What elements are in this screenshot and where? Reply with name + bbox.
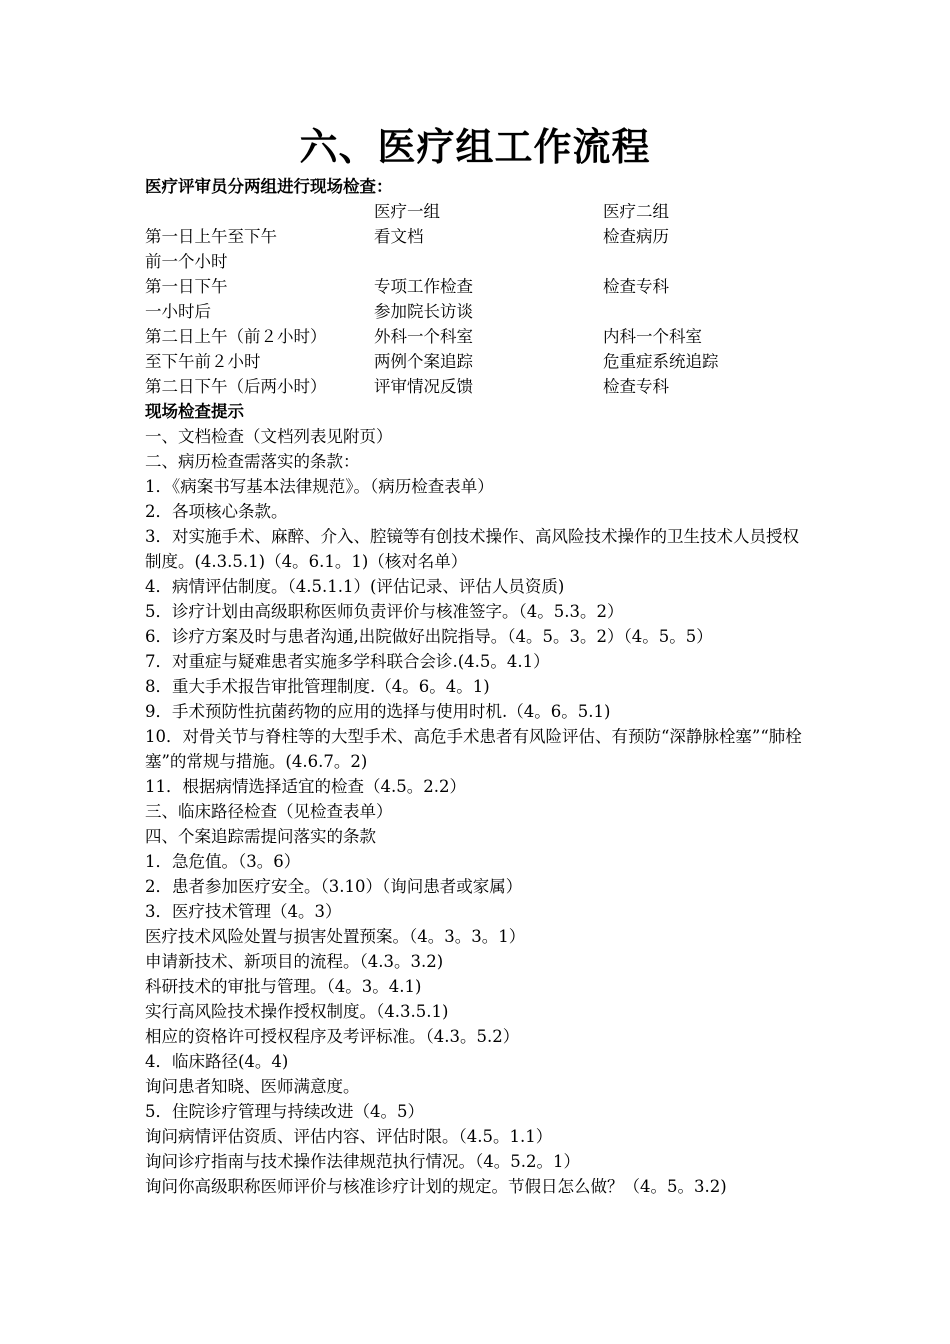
- list-item: 9．手术预防性抗菌药物的应用的选择与使用时机.（4。6。5.1): [145, 702, 611, 721]
- list-item: 8．重大手术报告审批管理制度.（4。6。4。1): [145, 677, 490, 696]
- list-item: 相应的资格许可授权程序及考评标准。（4.3。5.2）: [145, 1027, 520, 1046]
- list-item: 3．医疗技术管理（4。3）: [145, 902, 342, 921]
- list-item: 6．诊疗方案及时与患者沟通,出院做好出院指导。（4。5。3。2）（4。5。5）: [145, 627, 713, 646]
- list-item: 2．患者参加医疗安全。（3.10）（询问患者或家属）: [145, 877, 523, 896]
- schedule-row: [145, 299, 810, 324]
- list-item: 医疗技术风险处置与损害处置预案。（4。3。3。1）: [145, 927, 526, 946]
- schedule-time: 第二日上午（前２小时）: [145, 327, 327, 346]
- schedule-group1-task: 专项工作检查: [374, 277, 473, 296]
- list-item: 1．急危值。（3。6）: [145, 852, 301, 871]
- schedule-row: [145, 349, 810, 374]
- section-heading: 四、个案追踪需提问落实的条款: [145, 827, 376, 846]
- list-item: 科研技术的审批与管理。（4。3。4.1): [145, 977, 422, 996]
- schedule-time: 一小时后: [145, 302, 211, 321]
- schedule-group2-task: 检查专科: [603, 377, 669, 396]
- schedule-group2-task: 内科一个科室: [603, 327, 702, 346]
- schedule-header-group1: 医疗一组: [374, 202, 440, 221]
- schedule-group1-task: 评审情况反馈: [374, 377, 473, 396]
- schedule-time: 第一日上午至下午: [145, 227, 277, 246]
- tips-heading: 现场检查提示: [145, 402, 244, 421]
- list-item: 2．各项核心条款。: [145, 502, 288, 521]
- page-title: 六、医疗组工作流程: [299, 125, 651, 169]
- schedule-group2-task: 危重症系统追踪: [603, 352, 719, 371]
- list-item: 申请新技术、新项目的流程。（4.3。3.2): [145, 952, 444, 971]
- list-item: 4．病情评估制度。（4.5.1.1）(评估记录、评估人员资质): [145, 577, 565, 596]
- intro-text: 医疗评审员分两组进行现场检查：: [145, 177, 393, 196]
- schedule-time: 第二日下午（后两小时）: [145, 377, 327, 396]
- list-item: 询问患者知晓、医师满意度。: [145, 1077, 360, 1096]
- list-item: 1．《病案书写基本法律规范》。（病历检查表单）: [145, 477, 494, 496]
- list-item: 询问你高级职称医师评价与核准诊疗计划的规定。节假日怎么做？（4。5。3.2): [145, 1177, 727, 1196]
- schedule-group1-task: 外科一个科室: [374, 327, 473, 346]
- section-heading: 三、临床路径检查（见检查表单）: [145, 802, 393, 821]
- schedule-time: 至下午前２小时: [145, 352, 261, 371]
- list-item: 3．对实施手术、麻醉、介入、腔镜等有创技术操作、高风险技术操作的卫生技术人员授权制度。(4.3.5.1)（4。6.1。1)（核对名单）: [145, 527, 799, 571]
- list-item: 实行高风险技术操作授权制度。（4.3.5.1): [145, 1002, 449, 1021]
- schedule-group2-task: 检查病历: [603, 227, 669, 246]
- list-item: 10．对骨关节与脊柱等的大型手术、高危手术患者有风险评估、有预防“深静脉栓塞”“肺栓塞”的常规与措施。(4.6.7。2): [145, 727, 802, 771]
- schedule-row: [145, 374, 810, 399]
- list-item: 5．诊疗计划由高级职称医师负责评价与核准签字。（4。5.3。2）: [145, 602, 624, 621]
- section-heading: 一、文档检查（文档列表见附页）: [145, 427, 393, 446]
- schedule-time: 第一日下午: [145, 277, 228, 296]
- schedule-header-group2: 医疗二组: [603, 202, 669, 221]
- list-item: 7．对重症与疑难患者实施多学科联合会诊.(4.5。4.1）: [145, 652, 550, 671]
- schedule-group1-task: 看文档: [374, 227, 424, 246]
- schedule-header-row: [145, 199, 810, 224]
- schedule-group1-task: 两例个案追踪: [374, 352, 473, 371]
- section-heading: 二、病历检查需落实的条款：: [145, 452, 360, 471]
- schedule-group2-task: 检查专科: [603, 277, 669, 296]
- list-item: 询问诊疗指南与技术操作法律规范执行情况。（4。5.2。1）: [145, 1152, 580, 1171]
- list-item: 5．住院诊疗管理与持续改进（4。5）: [145, 1102, 424, 1121]
- list-item: 4．临床路径(4。4): [145, 1052, 289, 1071]
- schedule-row: [145, 249, 810, 274]
- schedule-group1-task: 参加院长访谈: [374, 302, 473, 321]
- list-item: 询问病情评估资质、评估内容、评估时限。（4.5。1.1）: [145, 1127, 553, 1146]
- schedule-row: [145, 224, 810, 249]
- schedule-row: [145, 274, 810, 299]
- list-item: 11．根据病情选择适宜的检查（4.5。2.2）: [145, 777, 466, 796]
- schedule-row: [145, 324, 810, 349]
- schedule-time: 前一个小时: [145, 252, 228, 271]
